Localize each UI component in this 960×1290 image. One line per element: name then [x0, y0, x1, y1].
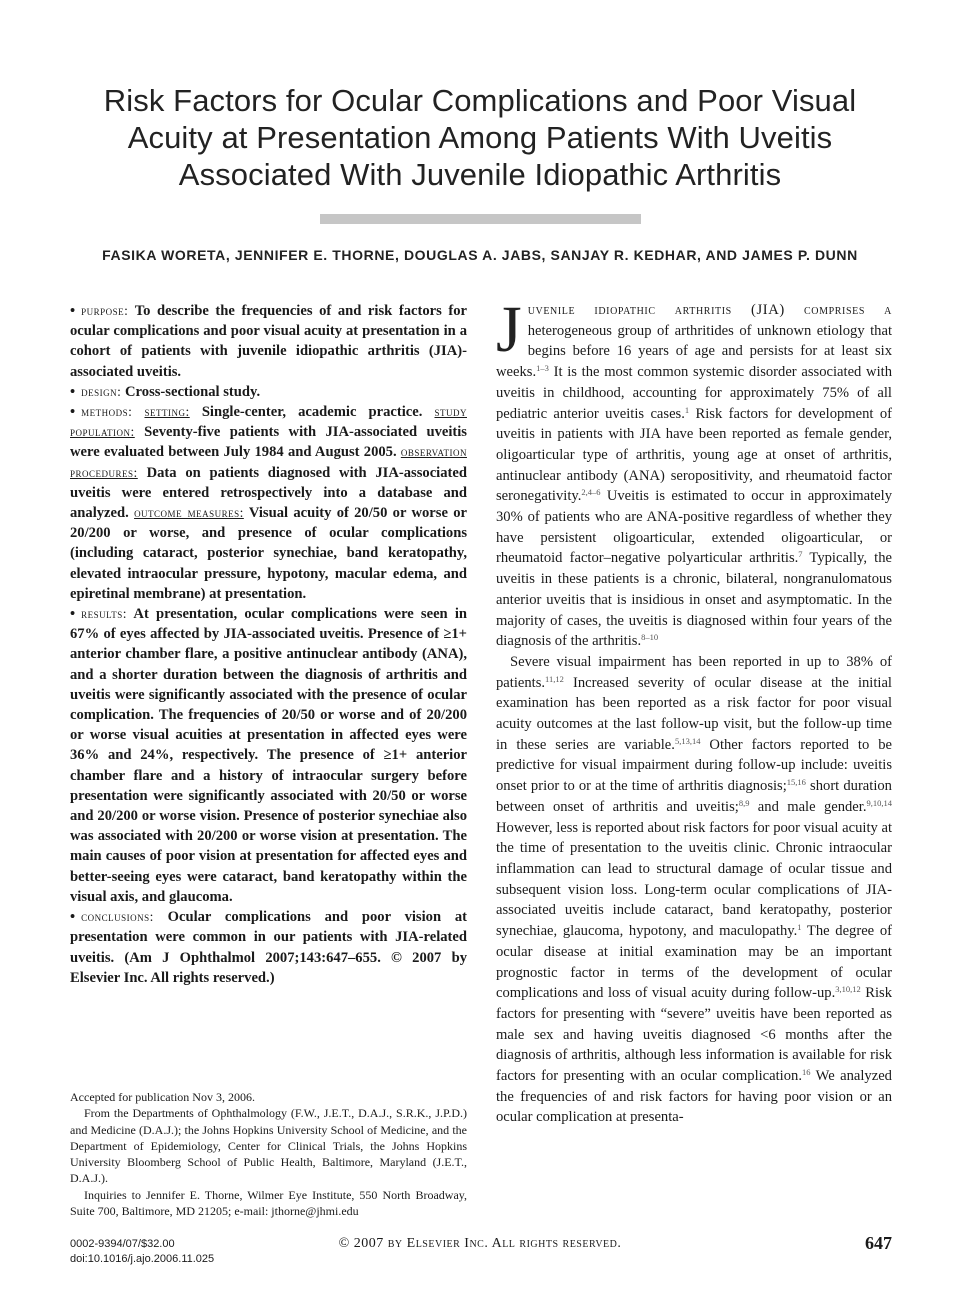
methods-label: methods:	[81, 404, 133, 420]
lead-in: uvenile idiopathic arthritis (JIA) comprises a	[527, 302, 892, 318]
intro-paragraph-2	[496, 652, 892, 1128]
conclusions-text: Ocular complications and poor vision at presentation were common in our patients with JIA-related uveitis.	[70, 909, 467, 966]
journal-citation: (Am J Ophthalmol 2007;143:647–655. © 2007 by Elsevier Inc. All rights reserved.)	[70, 949, 467, 986]
results-text: At presentation, ocular complications were seen in 67% of eyes affected by JIA-associated uveitis. Presence of ≥1+ anterior chamber flare, a positive antinuclear antibody (ANA), and a shorter duration between the diagnosis of arthritis and uveitis were significantly associated with the presence of ocular complication. The frequencies of 20/50 or worse and of 20/200 or worse visual acuities at presentation in affected eyes were 36% and 24%, respectively. The presence of ≥1+ anterior chamber flare and a history of intraocular surgery before presentation were significantly associated with 20/50 or worse and 20/200 or worse vision. Presence of posterior synechiae also was associated with 20/200 or worse vision at presentation. The main causes of poor vision at presentation for affected eyes and better-seeing eyes were cataract, band keratopathy within the visual axis, and glaucoma.	[70, 606, 467, 905]
page-number: 647	[865, 1233, 892, 1253]
reference-link[interactable]: 9,10,14	[866, 797, 892, 808]
design-label: design:	[81, 383, 122, 399]
doi: doi:10.1016/j.ajo.2006.11.025	[70, 1252, 215, 1265]
population-label: study population:	[70, 404, 467, 440]
results-label: results:	[81, 606, 128, 622]
article-title: Risk Factors for Ocular Complications and Poor Visual Acuity at Presentation Among Patients With Uveitis Associated With Juvenile Idiopathic Arthritis	[103, 83, 857, 192]
text-run: Typically, the uveitis in these patients is a chronic, bilateral, nongranulomatous anterior uveitis that is insidious in onset and asymptomatic. In the majority of cases, the uveitis is diagnosed within four years of the diagnosis of the arthritis.	[496, 550, 893, 650]
setting-text: Single-center, academic practice.	[201, 404, 423, 421]
reference-link[interactable]: 7	[798, 549, 803, 560]
abstract-results	[70, 604, 467, 907]
text-run: Increased severity of ocular disease at the initial examination has been reported as a risk factor for poor visual acuity outcomes at the last follow-up visit, but the follow-up time in these series are variable.	[496, 674, 892, 753]
reference-link[interactable]: 5,13,14	[674, 735, 701, 746]
footer-identifiers	[70, 1237, 214, 1266]
population-text: Seventy-five patients with JIA-associated uveitis were evaluated between July 1984 and August 2005.	[70, 424, 467, 461]
text-run: It is the most common systemic disorder associated with uveitis in childhood, accounting for approximately 75% of all pediatric anterior uveitis cases.	[496, 364, 892, 422]
bullet-icon: •	[70, 606, 76, 623]
abstract-conclusions	[70, 907, 467, 988]
reference-link[interactable]: 3,10,12	[835, 984, 861, 995]
reference-link[interactable]: 1	[797, 922, 802, 933]
footer-copyright: © 2007 by Elsevier Inc. All rights reserved.	[338, 1236, 622, 1251]
reference-link[interactable]: 8,9	[738, 797, 750, 808]
bullet-icon: •	[70, 383, 76, 400]
abstract-purpose	[70, 301, 467, 382]
design-text: Cross-sectional study.	[125, 383, 261, 400]
title-divider	[320, 214, 641, 224]
abstract-design	[70, 382, 467, 402]
abstract-methods	[70, 402, 467, 604]
text-run: Severe visual impairment has been reported in up to 38% of patients.	[496, 653, 892, 691]
text-run: heterogeneous group of arthritides of unknown etiology that begins before 16 years of age and persists for at least six weeks.	[496, 322, 892, 381]
correspondence: Inquiries to Jennifer E. Thorne, Wilmer Eye Institute, 550 North Broadway, Suite 700, Baltimore, MD 21205; e-mail: jthorne@jhmi.edu	[70, 1187, 467, 1219]
text-run: and male gender.	[749, 798, 867, 815]
reference-link[interactable]: 15,16	[786, 777, 806, 788]
reference-link[interactable]: 1	[684, 404, 690, 415]
author-affiliation: From the Departments of Ophthalmology (F.W., J.E.T., D.A.J., S.R.K., J.P.D.) and Medicine (D.A.J.); the Johns Hopkins University School of Medicine, and the Department of Epidemiology, Center for Clinical Trials, the Johns Hopkins University Bloomberg School of Public Health, Baltimore, Maryland (J.E.T., D.A.J.).	[70, 1106, 467, 1186]
reference-link[interactable]: 2,4–6	[581, 487, 601, 498]
reference-link[interactable]: 16	[801, 1067, 811, 1078]
reference-link[interactable]: 11,12	[545, 673, 564, 684]
front-footnotes	[70, 1089, 467, 1219]
purpose-label: purpose:	[81, 303, 129, 318]
outcome-label: outcome measures:	[134, 505, 244, 521]
text-run: Other factors reported to be predictive for visual impairment during follow-up include: uveitis onset prior to or at the time of arthritis diagnosis;	[496, 736, 892, 795]
text-run: Risk factors for development of uveitis in patients with JIA have been reported as female gender, oligoarticular type of arthritis, young age at onset of arthritis, antinuclear antibody (ANA) seropositivity, and rheumatoid factor seronegativity.	[496, 405, 892, 505]
reference-link[interactable]: 1–3	[536, 363, 549, 374]
text-run: We analyzed the frequencies of and risk factors for having poor vision or an ocular complication at presenta-	[496, 1068, 892, 1126]
observation-text: Data on patients diagnosed with JIA-associated uveitis were entered retrospectively into a database and analyzed.	[70, 464, 467, 522]
abstract	[70, 301, 467, 988]
bullet-icon: •	[70, 404, 76, 421]
drop-cap: J	[496, 293, 522, 366]
text-run: short duration between onset of arthritis and uveitis;	[496, 778, 892, 815]
text-run: Uveitis is estimated to occur in approximately 30% of patients who are ANA-positive regardless of whether they have persistent oligoarticular, extended oligoarticular, or rheumatoid factor–negative polyarticular arthritis.	[496, 488, 892, 567]
reference-link[interactable]: 8–10	[641, 632, 659, 643]
text-run: The degree of ocular disease at initial examination may be an important prognostic factor in terms of the development of ocular complications and loss of visual acuity during follow-up.	[496, 923, 892, 1002]
accepted-date: Accepted for publication Nov 3, 2006.	[70, 1090, 255, 1104]
conclusions-label: conclusions:	[81, 909, 154, 925]
purpose-text: To describe the frequencies of and risk factors for ocular complications and poor visual acuity at presentation in a cohort of patients with juvenile idiopathic arthritis (JIA)-associated uveitis.	[70, 303, 467, 380]
text-run: Risk factors for presenting with “severe” uveitis have been reported as male sex and having uveitis diagnosed <6 months after the diagnosis of arthritis, although less information is available for risk factors for presenting with an ocular complication.	[496, 985, 892, 1085]
body-text	[496, 293, 893, 1128]
issn-price: 0002-9394/07/$32.00	[70, 1238, 175, 1250]
bullet-icon: •	[70, 909, 76, 926]
bullet-icon: •	[70, 303, 76, 319]
author-list: FASIKA WORETA, JENNIFER E. THORNE, DOUGLAS A. JABS, SANJAY R. KEDHAR, AND JAMES P. DUNN	[102, 247, 858, 263]
text-run: However, less is reported about risk factors for poor visual acuity at the time of presentation to the uveitis clinic. Chronic intraocular inflammation can lead to structural damage of ocular tissue and subsequent vision loss. Long-term ocular complications of JIA-associated uveitis include cataract, band keratopathy, posterior synechiae, glaucoma, hypotony, and maculopathy.	[496, 819, 892, 940]
outcome-text: Visual acuity of 20/50 or worse or 20/200 or worse, and presence of ocular complications (including cataract, posterior synechiae, band keratopathy, elevated intraocular pressure, hypotony, macular edema, and epiretinal membrane) at presentation.	[70, 505, 467, 602]
observation-label: observation procedures:	[70, 444, 467, 480]
setting-label: setting:	[144, 404, 190, 420]
intro-paragraph-1	[496, 293, 893, 652]
